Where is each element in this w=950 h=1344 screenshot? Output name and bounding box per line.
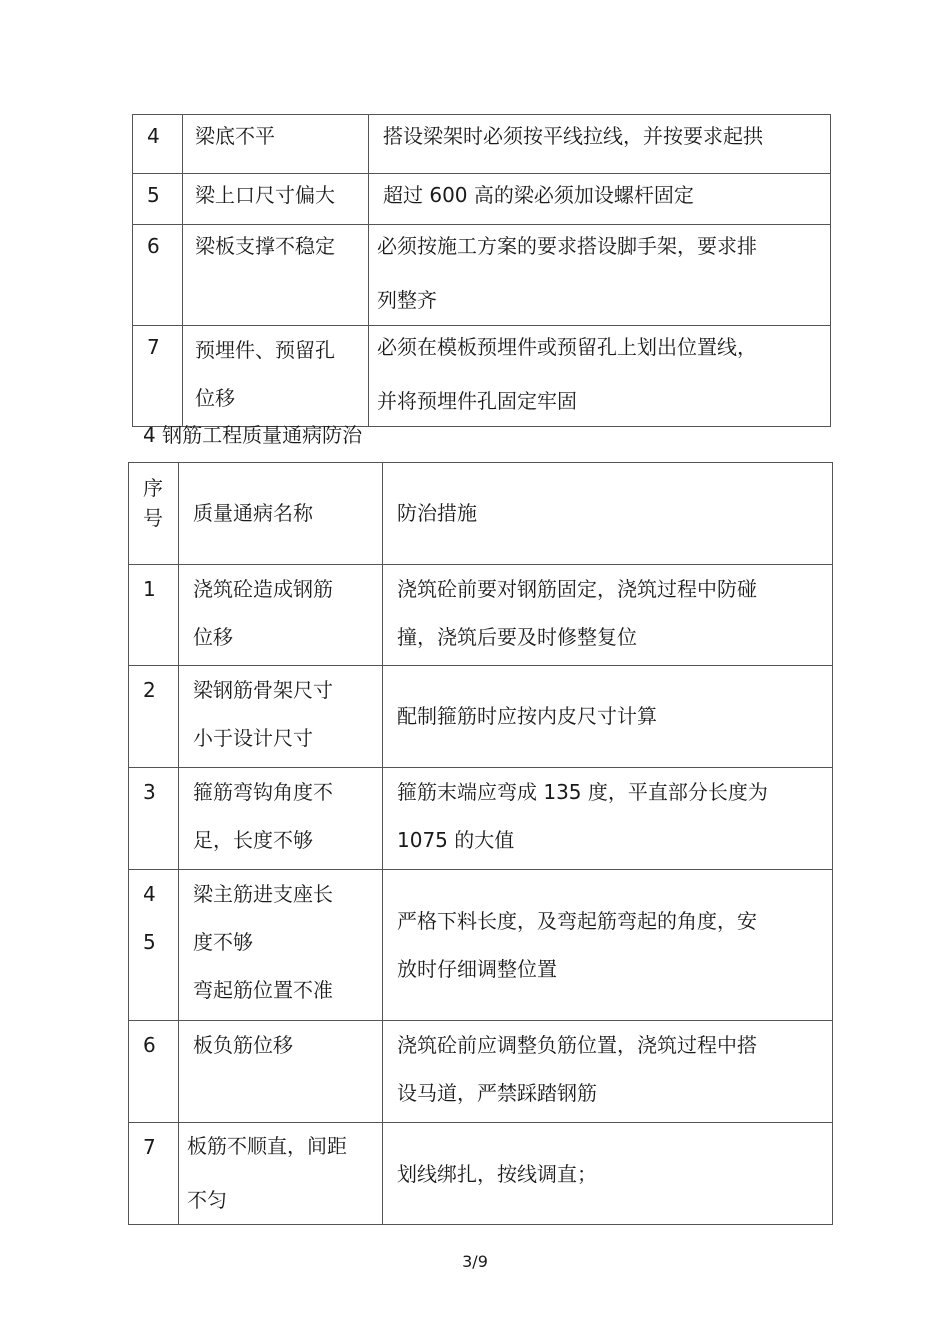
prevention-measure: 配制箍筋时应按内皮尺寸计算	[397, 704, 657, 728]
table-row	[129, 666, 833, 768]
prevention-measure: 超过 600 高的梁必须加设螺杆固定	[383, 183, 694, 207]
table-row	[133, 174, 831, 225]
table-row	[129, 1021, 833, 1123]
defect-name: 梁主筋进支座长 度不够 弯起筋位置不准	[193, 882, 333, 1002]
defect-name: 浇筑砼造成钢筋 位移	[193, 577, 333, 649]
section-title: 4 钢筋工程质量通病防治	[143, 423, 363, 447]
defect-name: 板负筋位移	[193, 1033, 293, 1057]
defect-name: 预埋件、预留孔 位移	[195, 338, 335, 410]
prevention-measure: 搭设梁架时必须按平线拉线，并按要求起拱	[383, 124, 763, 148]
table-mould-defects	[132, 114, 831, 427]
table-row	[133, 225, 831, 326]
defect-name: 梁板支撑不稳定	[195, 234, 335, 258]
prevention-measure: 必须按施工方案的要求搭设脚手架，要求排 列整齐	[377, 234, 757, 312]
prevention-measure: 划线绑扎，按线调直；	[397, 1162, 597, 1186]
row-number: 6	[147, 234, 160, 258]
defect-name: 板筋不顺直，间距 不匀	[187, 1134, 347, 1212]
header-defect-name: 质量通病名称	[193, 501, 313, 525]
row-number: 7	[143, 1135, 156, 1159]
defect-name: 梁底不平	[195, 124, 275, 148]
table-row	[129, 1123, 833, 1225]
defect-name: 箍筋弯钩角度不 足，长度不够	[193, 780, 333, 852]
row-number: 4	[147, 124, 160, 148]
row-number: 2	[143, 678, 156, 702]
row-number: 1	[143, 577, 156, 601]
defect-name: 梁钢筋骨架尺寸 小于设计尺寸	[193, 678, 333, 750]
table-row	[129, 768, 833, 870]
row-number: 5	[147, 183, 160, 207]
table-row	[129, 870, 833, 1021]
row-number: 6	[143, 1033, 156, 1057]
prevention-measure: 箍筋末端应弯成 135 度，平直部分长度为 1075 的大值	[397, 780, 768, 852]
defect-name: 梁上口尺寸偏大	[195, 183, 335, 207]
table-row	[133, 326, 831, 427]
table-header-row	[129, 463, 833, 565]
prevention-measure: 必须在模板预埋件或预留孔上划出位置线， 并将预埋件孔固定牢固	[377, 335, 757, 413]
row-number: 3	[143, 780, 156, 804]
table-row	[129, 565, 833, 666]
row-number: 4 5	[143, 882, 156, 954]
table-row	[133, 115, 831, 174]
header-measure: 防治措施	[397, 501, 477, 525]
prevention-measure: 浇筑砼前应调整负筋位置，浇筑过程中搭 设马道，严禁踩踏钢筋	[397, 1033, 757, 1105]
header-number: 序 号	[143, 476, 163, 530]
prevention-measure: 严格下料长度，及弯起筋弯起的角度，安 放时仔细调整位置	[397, 909, 757, 981]
prevention-measure: 浇筑砼前要对钢筋固定，浇筑过程中防碰 撞，浇筑后要及时修整复位	[397, 577, 757, 649]
page-number: 3/9	[462, 1252, 488, 1271]
row-number: 7	[147, 335, 160, 359]
table-rebar-defects	[128, 462, 833, 1225]
